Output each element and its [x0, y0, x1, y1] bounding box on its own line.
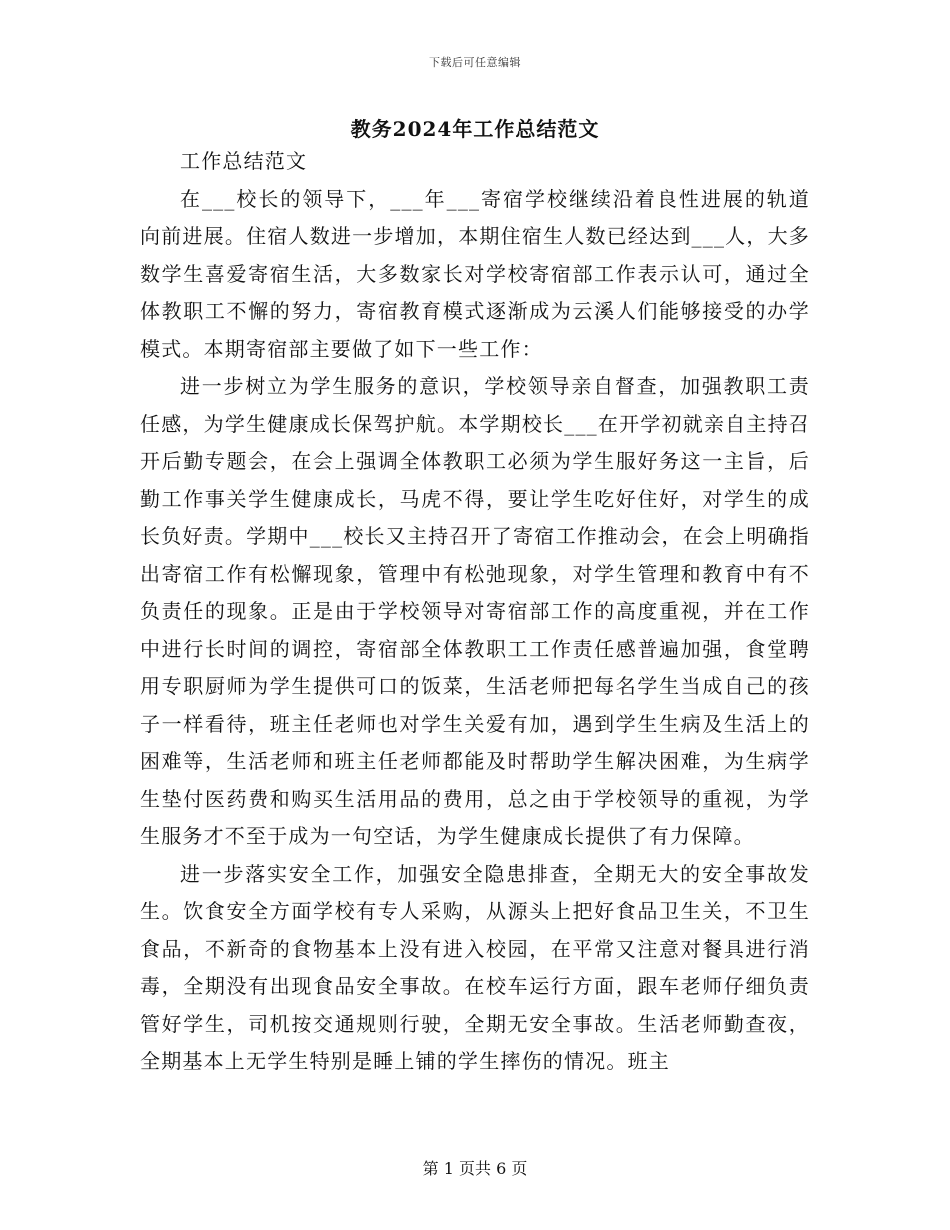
body-paragraph-1: 在___校长的领导下，___年___寄宿学校继续沿着良性进展的轨道向前进展。住宿人数进一步增加，本期住宿生人数已经达到___人，大多数学生喜爱寄宿生活，大多数家长对学校寄宿部工作表示认可，通过全体教职工不懈的努力，寄宿教育模式逐渐成为云溪人们能够接受的办学模式。本期寄宿部主要做了如下一些工作： — [140, 186, 810, 361]
body-paragraph-3: 进一步落实安全工作，加强安全隐患排查，全期无大的安全事故发生。饮食安全方面学校有专人采购，从源头上把好食品卫生关，不卫生食品，不新奇的食物基本上没有进入校园，在平常又注意对餐具进行消毒，全期没有出现食品安全事故。在校车运行方面，跟车老师仔细负责管好学生，司机按交通规则行驶，全期无安全事故。生活老师勤查夜，全期基本上无学生特别是睡上铺的学生摔伤的情况。班主 — [140, 861, 810, 1073]
body-paragraph-2: 进一步树立为学生服务的意识，学校领导亲自督查，加强教职工责任感，为学生健康成长保驾护航。本学期校长___在开学初就亲自主持召开后勤专题会，在会上强调全体教职工必须为学生服好务这一主旨，后勤工作事关学生健康成长，马虎不得，要让学生吃好住好，对学生的成长负好责。学期中___校长又主持召开了寄宿工作推动会，在会上明确指出寄宿工作有松懈现象，管理中有松弛现象，对学生管理和教育中有不负责任的现象。正是由于学校领导对寄宿部工作的高度重视，并在工作中进行长时间的调控，寄宿部全体教职工工作责任感普遍加强，食堂聘用专职厨师为学生提供可口的饭菜，生活老师把每名学生当成自己的孩子一样看待，班主任老师也对学生关爱有加，遇到学生生病及生活上的困难等，生活老师和班主任老师都能及时帮助学生解决困难，为生病学生垫付医药费和购买生活用品的费用，总之由于学校领导的重视，为学生服务才不至于成为一句空话，为学生健康成长提供了有力保障。 — [140, 374, 810, 848]
document-title: 教务2024年工作总结范文 — [350, 117, 600, 141]
page-number-footer: 第 1 页共 6 页 — [422, 1159, 528, 1178]
document-subheading: 工作总结范文 — [180, 149, 308, 173]
document-body — [140, 143, 810, 1081]
page-header-note: 下载后可任意编辑 — [429, 56, 521, 69]
